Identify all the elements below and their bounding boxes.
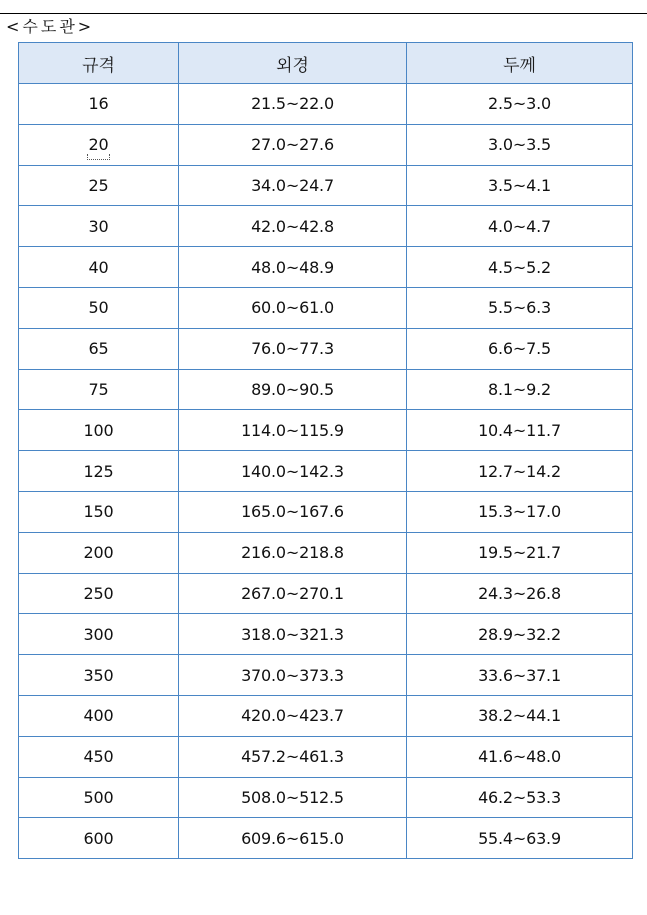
outer-diameter-cell: 42.0~42.8 — [179, 206, 407, 247]
thickness-cell: 8.1~9.2 — [407, 369, 633, 410]
table-row — [19, 491, 633, 532]
column-header-outer-diameter: 외경 — [179, 43, 407, 84]
size-cell[interactable] — [19, 124, 179, 165]
thickness-cell: 2.5~3.0 — [407, 84, 633, 125]
pipe-spec-table — [18, 42, 633, 859]
outer-diameter-cell: 508.0~512.5 — [179, 777, 407, 818]
table-row — [19, 328, 633, 369]
size-cell: 40 — [19, 247, 179, 288]
outer-diameter-cell: 21.5~22.0 — [179, 84, 407, 125]
outer-diameter-cell: 370.0~373.3 — [179, 655, 407, 696]
thickness-cell: 33.6~37.1 — [407, 655, 633, 696]
thickness-cell: 4.0~4.7 — [407, 206, 633, 247]
table-row — [19, 369, 633, 410]
outer-diameter-cell: 267.0~270.1 — [179, 573, 407, 614]
thickness-cell: 6.6~7.5 — [407, 328, 633, 369]
table-row — [19, 655, 633, 696]
size-cell: 250 — [19, 573, 179, 614]
top-rule — [0, 13, 647, 14]
table-row — [19, 614, 633, 655]
outer-diameter-cell: 76.0~77.3 — [179, 328, 407, 369]
thickness-cell: 19.5~21.7 — [407, 532, 633, 573]
outer-diameter-cell: 420.0~423.7 — [179, 695, 407, 736]
thickness-cell: 24.3~26.8 — [407, 573, 633, 614]
size-cell: 65 — [19, 328, 179, 369]
outer-diameter-cell: 34.0~24.7 — [179, 165, 407, 206]
size-cell: 450 — [19, 736, 179, 777]
outer-diameter-cell: 27.0~27.6 — [179, 124, 407, 165]
outer-diameter-cell: 165.0~167.6 — [179, 491, 407, 532]
table-row — [19, 695, 633, 736]
header-row — [19, 43, 633, 84]
size-cell: 200 — [19, 532, 179, 573]
selected-cell-text[interactable]: 20 — [88, 135, 109, 155]
table-row — [19, 818, 633, 859]
thickness-cell: 15.3~17.0 — [407, 491, 633, 532]
table-row — [19, 451, 633, 492]
thickness-cell: 3.5~4.1 — [407, 165, 633, 206]
outer-diameter-cell: 609.6~615.0 — [179, 818, 407, 859]
table-row — [19, 247, 633, 288]
thickness-cell: 12.7~14.2 — [407, 451, 633, 492]
thickness-cell: 46.2~53.3 — [407, 777, 633, 818]
table-row — [19, 165, 633, 206]
outer-diameter-cell: 48.0~48.9 — [179, 247, 407, 288]
column-header-thickness: 두께 — [407, 43, 633, 84]
outer-diameter-cell: 318.0~321.3 — [179, 614, 407, 655]
thickness-cell: 3.0~3.5 — [407, 124, 633, 165]
table-row — [19, 736, 633, 777]
size-cell: 350 — [19, 655, 179, 696]
document-caption: <수도관> — [6, 17, 95, 36]
column-header-size: 규격 — [19, 43, 179, 84]
outer-diameter-cell: 216.0~218.8 — [179, 532, 407, 573]
size-cell: 125 — [19, 451, 179, 492]
outer-diameter-cell: 89.0~90.5 — [179, 369, 407, 410]
thickness-cell: 55.4~63.9 — [407, 818, 633, 859]
thickness-cell: 41.6~48.0 — [407, 736, 633, 777]
table-row — [19, 287, 633, 328]
size-cell: 500 — [19, 777, 179, 818]
size-cell: 150 — [19, 491, 179, 532]
size-cell: 100 — [19, 410, 179, 451]
thickness-cell: 10.4~11.7 — [407, 410, 633, 451]
size-cell: 16 — [19, 84, 179, 125]
thickness-cell: 38.2~44.1 — [407, 695, 633, 736]
outer-diameter-cell: 140.0~142.3 — [179, 451, 407, 492]
outer-diameter-cell: 457.2~461.3 — [179, 736, 407, 777]
outer-diameter-cell: 60.0~61.0 — [179, 287, 407, 328]
size-cell: 30 — [19, 206, 179, 247]
size-cell: 400 — [19, 695, 179, 736]
size-cell: 300 — [19, 614, 179, 655]
thickness-cell: 4.5~5.2 — [407, 247, 633, 288]
size-cell: 25 — [19, 165, 179, 206]
size-cell: 50 — [19, 287, 179, 328]
table-row — [19, 410, 633, 451]
table-row — [19, 573, 633, 614]
table-row — [19, 777, 633, 818]
thickness-cell: 28.9~32.2 — [407, 614, 633, 655]
table-row — [19, 84, 633, 125]
table-row — [19, 124, 633, 165]
outer-diameter-cell: 114.0~115.9 — [179, 410, 407, 451]
table-row — [19, 532, 633, 573]
table-row — [19, 206, 633, 247]
size-cell: 600 — [19, 818, 179, 859]
thickness-cell: 5.5~6.3 — [407, 287, 633, 328]
size-cell: 75 — [19, 369, 179, 410]
